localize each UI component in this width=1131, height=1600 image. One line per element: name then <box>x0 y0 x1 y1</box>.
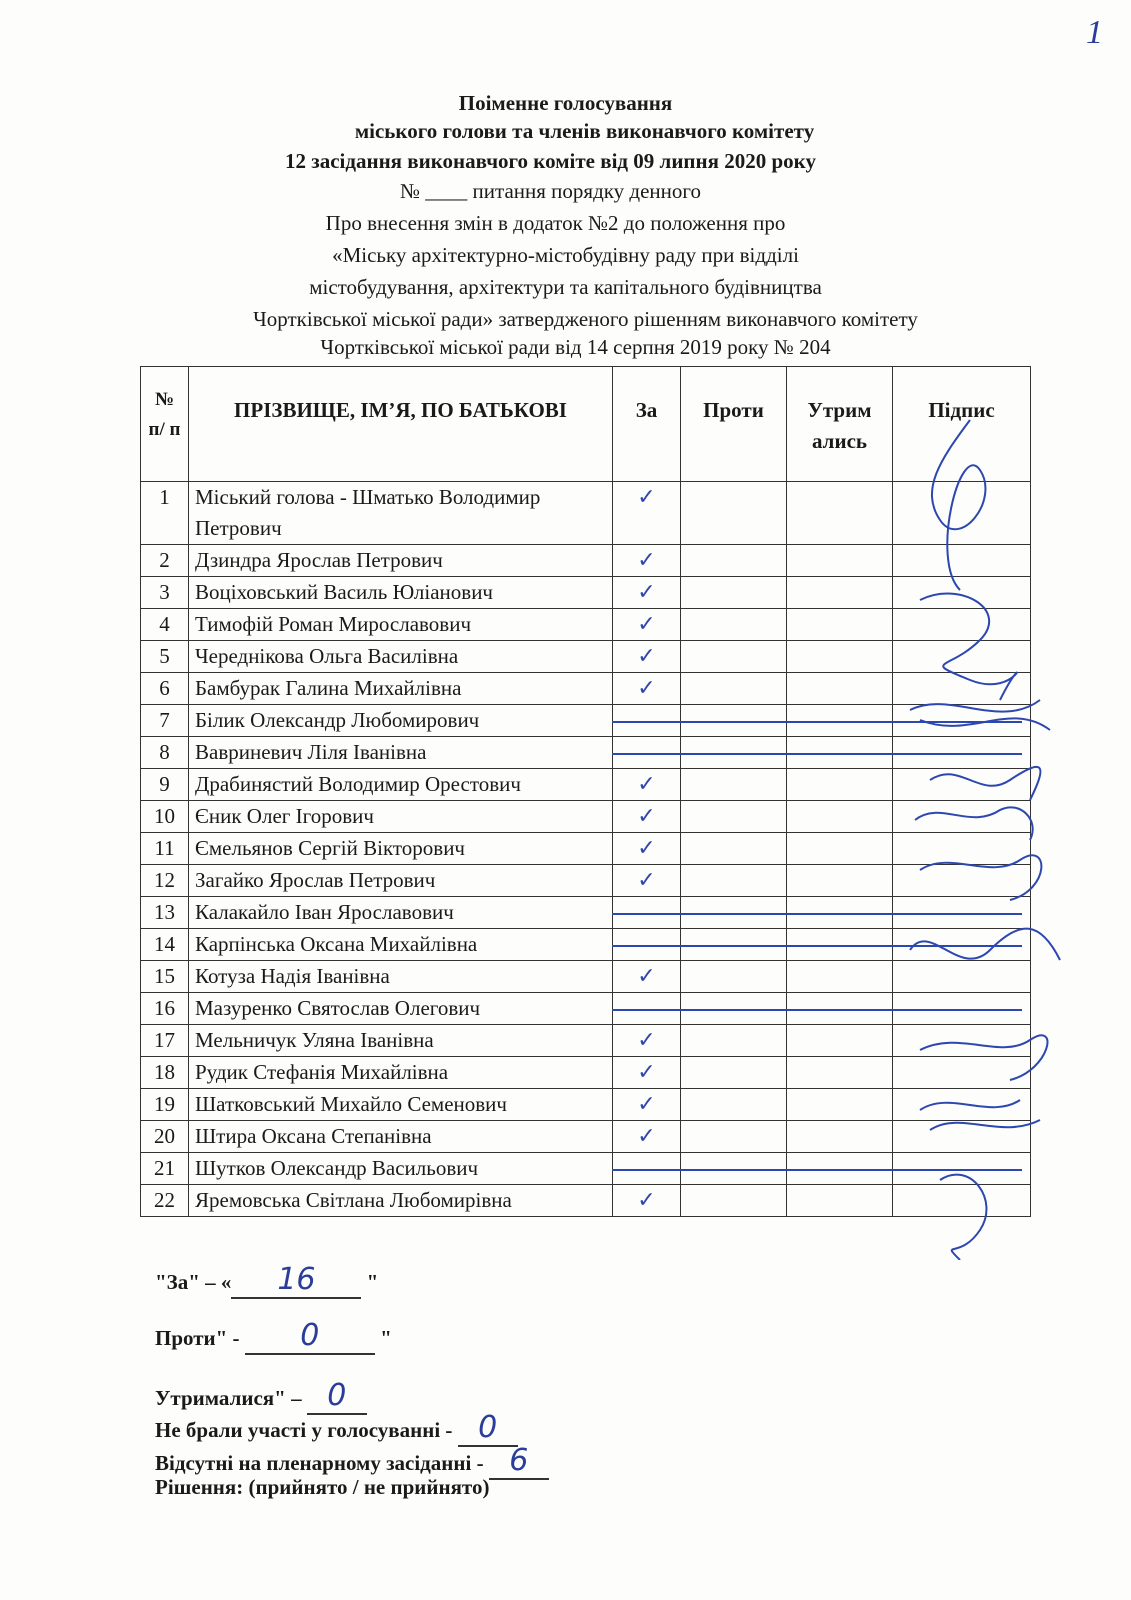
vote-against-cell <box>681 1089 787 1121</box>
vote-against-cell <box>681 577 787 609</box>
summary-against-label: Проти" - <box>155 1326 245 1350</box>
table-row <box>141 673 1031 705</box>
vote-for-cell <box>613 865 681 897</box>
vote-against-cell <box>681 609 787 641</box>
vote-abstained-cell <box>787 1185 893 1217</box>
member-name: Шатковський Михайло Семенович <box>189 1089 613 1121</box>
summary-absent-label: Відсутні на пленарному засіданні - <box>155 1451 489 1475</box>
signature-cell <box>893 1025 1031 1057</box>
member-name: Ємельянов Сергій Вікторович <box>189 833 613 865</box>
table-row <box>141 865 1031 897</box>
member-name: Вавриневич Ліля Іванівна <box>189 737 613 769</box>
table-row <box>141 482 1031 545</box>
member-name: Котуза Надія Іванівна <box>189 961 613 993</box>
vote-for-cell <box>613 833 681 865</box>
check-mark-icon: ✓ <box>637 804 656 829</box>
signature-cell <box>893 865 1031 897</box>
member-name: Тимофій Роман Мирославович <box>189 609 613 641</box>
agenda-item-line: № ____ питання порядку денного <box>400 179 701 203</box>
table-row <box>141 769 1031 801</box>
check-mark-icon: ✓ <box>637 485 656 510</box>
member-name: Загайко Ярослав Петрович <box>189 865 613 897</box>
row-number: 2 <box>141 545 189 577</box>
col-for-header: За <box>613 367 681 482</box>
member-name: Єник Олег Ігорович <box>189 801 613 833</box>
row-number: 15 <box>141 961 189 993</box>
vote-against-cell <box>681 641 787 673</box>
vote-against-cell <box>681 1121 787 1153</box>
meeting-line: 12 засідання виконавчого коміте від 09 липня 2020 року <box>285 149 816 173</box>
member-name: Карпінська Оксана Михайлівна <box>189 929 613 961</box>
member-name: Мазуренко Святослав Олегович <box>189 993 613 1025</box>
table-row <box>141 545 1031 577</box>
check-mark-icon: ✓ <box>637 964 656 989</box>
check-mark-icon: ✓ <box>637 612 656 637</box>
row-number: 8 <box>141 737 189 769</box>
vote-for-cell <box>613 641 681 673</box>
table-row <box>141 609 1031 641</box>
table-row <box>141 833 1031 865</box>
vote-against-cell <box>681 545 787 577</box>
row-number: 10 <box>141 801 189 833</box>
vote-abstained-cell <box>787 1057 893 1089</box>
vote-against-cell <box>681 1025 787 1057</box>
row-number: 19 <box>141 1089 189 1121</box>
subject-line-4: Чортківської міської ради» затвердженого рішенням виконавчого комітету <box>253 307 918 331</box>
vote-for-cell <box>613 1089 681 1121</box>
signature-cell <box>893 769 1031 801</box>
col-name-header: ПРІЗВИЩЕ, ІМ’Я, ПО БАТЬКОВІ <box>189 367 613 482</box>
summary-for-label: "За" – « <box>155 1270 232 1294</box>
vote-against-cell <box>681 961 787 993</box>
table-row <box>141 577 1031 609</box>
vote-abstained-cell <box>787 482 893 545</box>
row-number: 3 <box>141 577 189 609</box>
absent-strike-line <box>612 945 1022 947</box>
vote-abstained-cell <box>787 833 893 865</box>
vote-abstained-cell <box>787 577 893 609</box>
vote-against-cell <box>681 769 787 801</box>
vote-for-cell <box>613 1121 681 1153</box>
vote-abstained-cell <box>787 801 893 833</box>
col-abstained-header: Утрим ались <box>787 367 893 482</box>
absent-strike-line <box>612 753 1022 755</box>
table-row <box>141 1057 1031 1089</box>
check-mark-icon: ✓ <box>637 868 656 893</box>
signature-cell <box>893 1089 1031 1121</box>
row-number: 5 <box>141 641 189 673</box>
signature-cell <box>893 641 1031 673</box>
check-mark-icon: ✓ <box>637 1028 656 1053</box>
member-name: Рудик Стефанія Михайлівна <box>189 1057 613 1089</box>
member-name: Білик Олександр Любомирович <box>189 705 613 737</box>
vote-against-cell <box>681 865 787 897</box>
vote-abstained-cell <box>787 609 893 641</box>
vote-against-cell <box>681 833 787 865</box>
member-name: Міський голова - Шматько Володимир Петрович <box>189 482 613 545</box>
row-number: 17 <box>141 1025 189 1057</box>
member-name: Драбинястий Володимир Орестович <box>189 769 613 801</box>
col-number-header: № п/ п <box>141 367 189 482</box>
table-row <box>141 961 1031 993</box>
summary-absent-value: 6 <box>509 1443 529 1478</box>
summary-against <box>155 1318 392 1355</box>
summary-for-close: " <box>361 1270 379 1294</box>
check-mark-icon: ✓ <box>637 548 656 573</box>
vote-abstained-cell <box>787 865 893 897</box>
col-signature-header: Підпис <box>893 367 1031 482</box>
member-name: Дзиндра Ярослав Петрович <box>189 545 613 577</box>
check-mark-icon: ✓ <box>637 580 656 605</box>
row-number: 20 <box>141 1121 189 1153</box>
summary-against-close: " <box>374 1326 392 1350</box>
row-number: 12 <box>141 865 189 897</box>
signature-cell <box>893 577 1031 609</box>
subject-line-2: «Міську архітектурно-містобудівну раду при відділі <box>332 243 799 267</box>
vote-abstained-cell <box>787 961 893 993</box>
vote-for-cell <box>613 545 681 577</box>
vote-abstained-cell <box>787 545 893 577</box>
table-row <box>141 1025 1031 1057</box>
row-number: 22 <box>141 1185 189 1217</box>
member-name: Бамбурак Галина Михайлівна <box>189 673 613 705</box>
signature-cell <box>893 673 1031 705</box>
signature-cell <box>893 545 1031 577</box>
decision-line: Рішення: (прийнято / не прийнято) <box>155 1475 490 1499</box>
member-name: Шутков Олександр Васильович <box>189 1153 613 1185</box>
row-number: 14 <box>141 929 189 961</box>
vote-for-cell <box>613 577 681 609</box>
row-number: 13 <box>141 897 189 929</box>
vote-abstained-cell <box>787 673 893 705</box>
page-number: 1 <box>1086 14 1103 51</box>
vote-abstained-cell <box>787 769 893 801</box>
signature-cell <box>893 833 1031 865</box>
doc-subtitle: міського голови та членів виконавчого комітету <box>354 119 815 143</box>
vote-for-cell <box>613 801 681 833</box>
row-number: 16 <box>141 993 189 1025</box>
table-row <box>141 801 1031 833</box>
table-header-row <box>141 367 1031 482</box>
absent-strike-line <box>612 913 1022 915</box>
member-name: Мельничук Уляна Іванівна <box>189 1025 613 1057</box>
summary-against-value: 0 <box>300 1318 320 1353</box>
summary-abstained-label: Утрималися" – <box>155 1386 307 1410</box>
vote-for-cell <box>613 1185 681 1217</box>
absent-strike-line <box>612 721 1022 723</box>
table-row <box>141 641 1031 673</box>
check-mark-icon: ✓ <box>637 1060 656 1085</box>
vote-for-cell <box>613 769 681 801</box>
vote-for-cell <box>613 1025 681 1057</box>
row-number: 1 <box>141 482 189 545</box>
check-mark-icon: ✓ <box>637 772 656 797</box>
absent-strike-line <box>612 1009 1022 1011</box>
vote-abstained-cell <box>787 1025 893 1057</box>
table-row <box>141 1185 1031 1217</box>
vote-for-cell <box>613 673 681 705</box>
summary-not-voting <box>155 1410 518 1447</box>
vote-abstained-cell <box>787 1121 893 1153</box>
row-number: 7 <box>141 705 189 737</box>
row-number: 11 <box>141 833 189 865</box>
vote-against-cell <box>681 673 787 705</box>
vote-against-cell <box>681 1185 787 1217</box>
vote-against-cell <box>681 801 787 833</box>
vote-for-cell <box>613 961 681 993</box>
row-number: 18 <box>141 1057 189 1089</box>
vote-for-cell <box>613 482 681 545</box>
summary-for <box>155 1262 378 1299</box>
check-mark-icon: ✓ <box>637 676 656 701</box>
check-mark-icon: ✓ <box>637 1124 656 1149</box>
member-name: Штира Оксана Степанівна <box>189 1121 613 1153</box>
member-name: Калакайло Іван Ярославович <box>189 897 613 929</box>
subject-line-1: Про внесення змін в додаток №2 до положення про <box>325 211 786 235</box>
signature-cell <box>893 961 1031 993</box>
signature-cell <box>893 609 1031 641</box>
check-mark-icon: ✓ <box>637 644 656 669</box>
vote-abstained-cell <box>787 1089 893 1121</box>
summary-not-voting-value: 0 <box>478 1410 498 1445</box>
summary-for-value: 16 <box>277 1262 316 1297</box>
row-number: 6 <box>141 673 189 705</box>
member-name: Череднікова Ольга Василівна <box>189 641 613 673</box>
vote-abstained-cell <box>787 641 893 673</box>
row-number: 21 <box>141 1153 189 1185</box>
vote-table <box>140 366 1031 1217</box>
vote-against-cell <box>681 482 787 545</box>
member-name: Воціховський Василь Юліанович <box>189 577 613 609</box>
doc-title: Поіменне голосування <box>458 91 673 115</box>
vote-for-cell <box>613 1057 681 1089</box>
row-number: 4 <box>141 609 189 641</box>
subject-line-3: містобудування, архітектури та капітального будівництва <box>309 275 822 299</box>
col-against-header: Проти <box>681 367 787 482</box>
signature-cell <box>893 801 1031 833</box>
signature-cell <box>893 1121 1031 1153</box>
summary-abstained-value: 0 <box>327 1378 347 1413</box>
check-mark-icon: ✓ <box>637 1092 656 1117</box>
signature-cell <box>893 1185 1031 1217</box>
signature-cell <box>893 482 1031 545</box>
vote-against-cell <box>681 1057 787 1089</box>
subject-line-5: Чортківської міської ради від 14 серпня 2019 року № 204 <box>320 335 831 359</box>
absent-strike-line <box>612 1169 1022 1171</box>
member-name: Яремовська Світлана Любомирівна <box>189 1185 613 1217</box>
signature-cell <box>893 1057 1031 1089</box>
row-number: 9 <box>141 769 189 801</box>
summary-not-voting-label: Не брали участі у голосуванні - <box>155 1418 458 1442</box>
check-mark-icon: ✓ <box>637 836 656 861</box>
vote-for-cell <box>613 609 681 641</box>
table-row <box>141 1089 1031 1121</box>
check-mark-icon: ✓ <box>637 1188 656 1213</box>
table-row <box>141 1121 1031 1153</box>
